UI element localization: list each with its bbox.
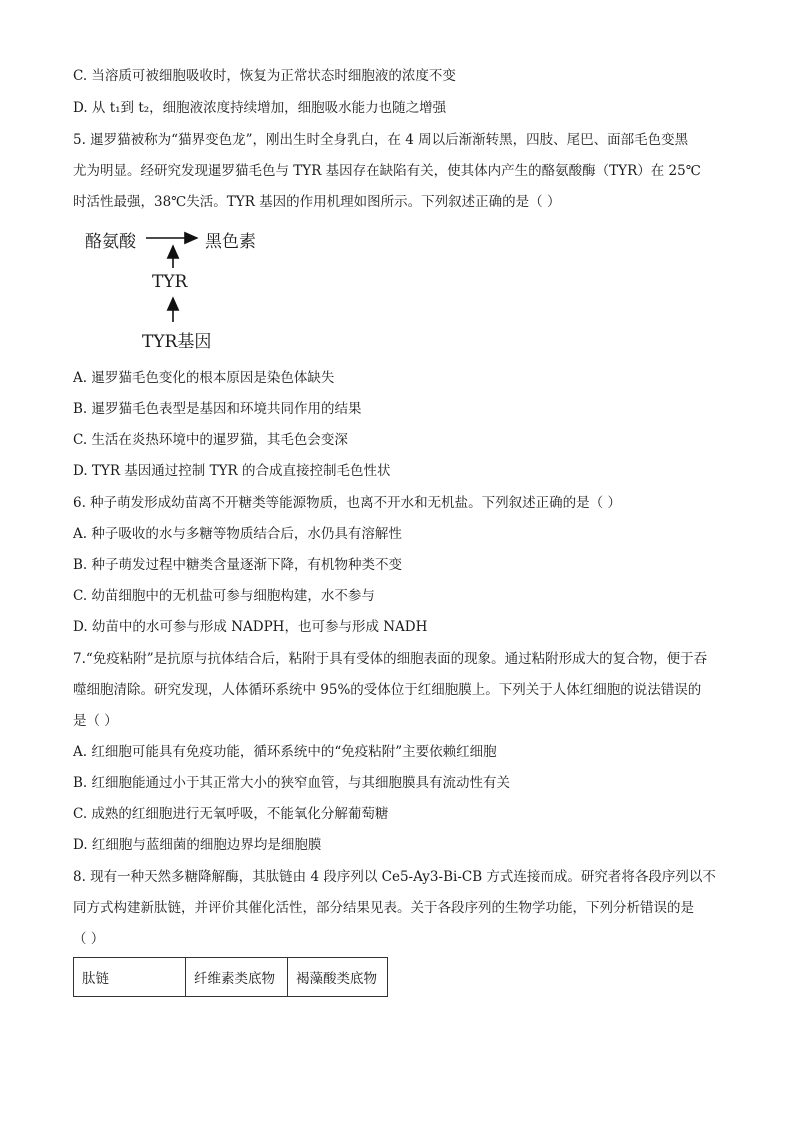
q5-option-c: C. 生活在炎热环境中的暹罗猫，其毛色会变深 xyxy=(73,432,348,448)
q5-stem-line-2: 尤为明显。经研究发现暹罗猫毛色与 TYR 基因存在缺陷有关，使其体内产生的酪氨酸酶（TYR）在 25℃ xyxy=(73,163,701,179)
q7-option-b: B. 红细胞能通过小于其正常大小的狭窄血管，与其细胞膜具有流动性有关 xyxy=(73,775,511,791)
q5-stem-line-1: 5. 暹罗猫被称为“猫界变色龙”，刚出生时全身乳白，在 4 周以后渐渐转黑，四肢、尾巴、面部毛色变黑 xyxy=(73,132,689,148)
q6-option-b: B. 种子萌发过程中糖类含量逐渐下降，有机物种类不变 xyxy=(73,557,403,573)
enzyme-label: TYR xyxy=(152,272,188,292)
q6-stem-line-1: 6. 种子萌发形成幼苗离不开糖类等能源物质，也离不开水和无机盐。下列叙述正确的是（ ） xyxy=(73,495,621,511)
q5-option-b: B. 暹罗猫毛色表型是基因和环境共同作用的结果 xyxy=(73,401,362,417)
q8-stem-line-3: （ ） xyxy=(73,931,105,947)
q5-option-a: A. 暹罗猫毛色变化的根本原因是染色体缺失 xyxy=(73,370,335,386)
q8-stem-line-1: 8. 现有一种天然多糖降解酶，其肽链由 4 段序列以 Ce5-Ay3-Bi-CB 方式连接而成。研究者将各段序列以不 xyxy=(73,869,716,885)
q6-option-d: D. 幼苗中的水可参与形成 NADPH，也可参与形成 NADH xyxy=(73,619,428,635)
q8-results-table xyxy=(73,957,388,997)
table-header-row xyxy=(74,958,388,997)
header-peptide: 肽链 xyxy=(74,958,186,997)
q8-stem-line-2: 同方式构建新肽链，并评价其催化活性，部分结果见表。关于各段序列的生物学功能，下列分析错误的是 xyxy=(73,900,694,916)
substrate-label: 酪氨酸 xyxy=(85,232,136,252)
product-label: 黑色素 xyxy=(205,232,256,252)
q6-option-a: A. 种子吸收的水与多糖等物质结合后，水仍具有溶解性 xyxy=(73,526,402,542)
gene-label: TYR基因 xyxy=(142,332,212,352)
prev-option-d: D. 从 t₁到 t₂，细胞液浓度持续增加，细胞吸水能力也随之增强 xyxy=(73,100,447,116)
q7-stem-line-2: 噬细胞清除。研究发现，人体循环系统中 95%的受体位于红细胞膜上。下列关于人体红细胞的说法错误的 xyxy=(73,682,702,698)
q5-option-d: D. TYR 基因通过控制 TYR 的合成直接控制毛色性状 xyxy=(73,463,391,479)
q7-option-a: A. 红细胞可能具有免疫功能，循环系统中的“免疫粘附”主要依赖红细胞 xyxy=(73,744,497,760)
q7-stem-line-3: 是（ ） xyxy=(73,713,118,729)
prev-option-c: C. 当溶质可被细胞吸收时，恢复为正常状态时细胞液的浓度不变 xyxy=(73,68,456,84)
q6-option-c: C. 幼苗细胞中的无机盐可参与细胞构建，水不参与 xyxy=(73,588,375,604)
q7-option-d: D. 红细胞与蓝细菌的细胞边界均是细胞膜 xyxy=(73,837,322,853)
q7-option-c: C. 成熟的红细胞进行无氧呼吸，不能氧化分解葡萄糖 xyxy=(73,806,389,822)
q5-mechanism-diagram xyxy=(80,224,300,354)
header-alginate-substrate: 褐藻酸类底物 xyxy=(288,958,388,997)
q5-stem-line-3: 时活性最强，38℃失活。TYR 基因的作用机理如图所示。下列叙述正确的是（ ） xyxy=(73,194,561,210)
header-cellulose-substrate: 纤维素类底物 xyxy=(186,958,288,997)
q7-stem-line-1: 7.“免疫粘附”是抗原与抗体结合后，粘附于具有受体的细胞表面的现象。通过粘附形成大的复合物，便于吞 xyxy=(73,651,708,667)
